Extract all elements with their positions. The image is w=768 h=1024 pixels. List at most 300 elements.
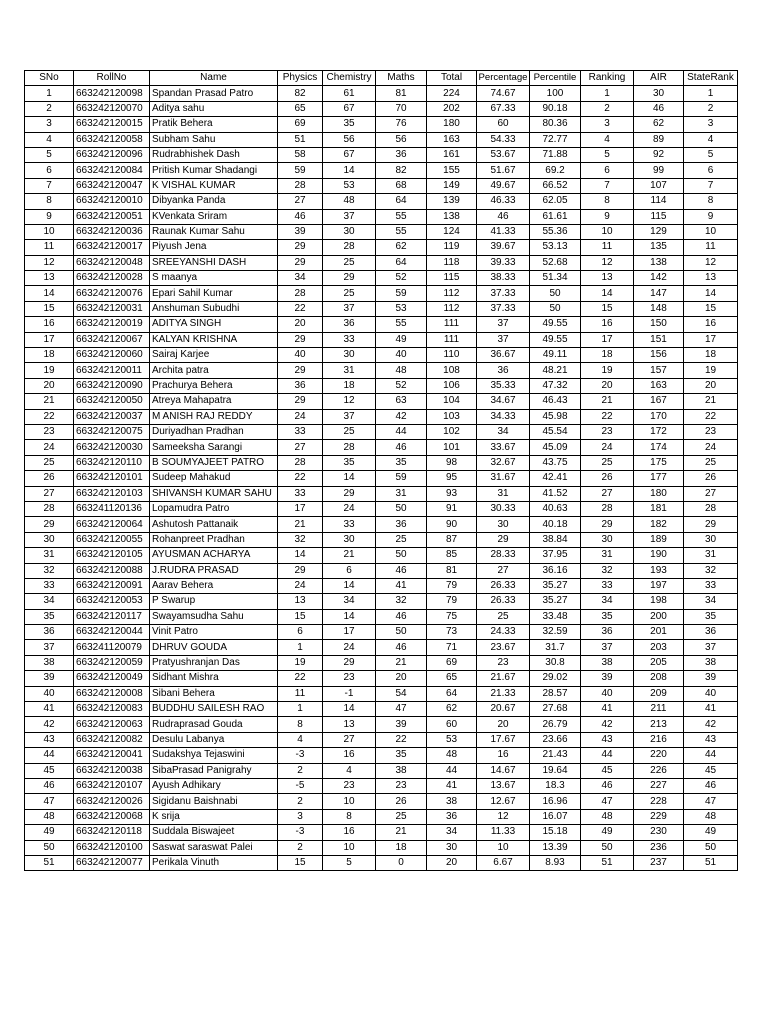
cell-staterank: 24 — [684, 440, 738, 455]
cell-air: 30 — [634, 86, 684, 101]
cell-rollno: 663242120083 — [74, 702, 150, 717]
cell-name: Pratyushranjan Das — [150, 655, 278, 670]
cell-rollno: 663242120059 — [74, 655, 150, 670]
cell-chemistry: 17 — [323, 625, 376, 640]
cell-chemistry: 14 — [323, 578, 376, 593]
cell-sno: 25 — [25, 455, 74, 470]
cell-name: Rohanpreet Pradhan — [150, 532, 278, 547]
cell-air: 138 — [634, 255, 684, 270]
cell-sno: 40 — [25, 686, 74, 701]
results-table — [24, 70, 738, 871]
cell-air: 167 — [634, 394, 684, 409]
cell-percentage: 6.67 — [477, 855, 530, 870]
cell-rollno: 663242120058 — [74, 132, 150, 147]
cell-maths: 64 — [376, 194, 427, 209]
cell-physics: 6 — [278, 625, 323, 640]
cell-percentile: 21.43 — [530, 748, 581, 763]
cell-total: 124 — [427, 224, 477, 239]
cell-physics: 46 — [278, 209, 323, 224]
cell-percentage: 12.67 — [477, 794, 530, 809]
cell-rollno: 663242120088 — [74, 563, 150, 578]
table-row — [25, 471, 738, 486]
cell-percentage: 21.67 — [477, 671, 530, 686]
cell-name: B SOUMYAJEET PATRO — [150, 455, 278, 470]
cell-staterank: 13 — [684, 271, 738, 286]
cell-percentage: 60 — [477, 117, 530, 132]
cell-ranking: 5 — [581, 147, 634, 162]
cell-chemistry: 67 — [323, 101, 376, 116]
cell-percentile: 48.21 — [530, 363, 581, 378]
cell-percentile: 45.98 — [530, 409, 581, 424]
cell-staterank: 39 — [684, 671, 738, 686]
cell-staterank: 26 — [684, 471, 738, 486]
cell-ranking: 29 — [581, 517, 634, 532]
cell-total: 93 — [427, 486, 477, 501]
cell-maths: 55 — [376, 317, 427, 332]
cell-percentage: 36.67 — [477, 348, 530, 363]
cell-rollno: 663242120028 — [74, 271, 150, 286]
cell-staterank: 42 — [684, 717, 738, 732]
cell-percentile: 80.36 — [530, 117, 581, 132]
cell-staterank: 16 — [684, 317, 738, 332]
cell-percentile: 26.79 — [530, 717, 581, 732]
cell-maths: 25 — [376, 532, 427, 547]
cell-chemistry: 37 — [323, 301, 376, 316]
cell-percentage: 23 — [477, 655, 530, 670]
cell-staterank: 36 — [684, 625, 738, 640]
cell-physics: 1 — [278, 702, 323, 717]
cell-percentile: 71.88 — [530, 147, 581, 162]
cell-staterank: 38 — [684, 655, 738, 670]
cell-rollno: 663242120041 — [74, 748, 150, 763]
cell-ranking: 22 — [581, 409, 634, 424]
cell-maths: 76 — [376, 117, 427, 132]
cell-rollno: 663242120031 — [74, 301, 150, 316]
cell-air: 237 — [634, 855, 684, 870]
cell-physics: 28 — [278, 178, 323, 193]
cell-maths: 64 — [376, 255, 427, 270]
cell-name: Saswat saraswat Palei — [150, 840, 278, 855]
cell-ranking: 21 — [581, 394, 634, 409]
cell-percentile: 16.07 — [530, 809, 581, 824]
table-row — [25, 147, 738, 162]
cell-chemistry: 53 — [323, 178, 376, 193]
cell-staterank: 34 — [684, 594, 738, 609]
cell-total: 101 — [427, 440, 477, 455]
cell-name: SHIVANSH KUMAR SAHU — [150, 486, 278, 501]
cell-physics: 3 — [278, 809, 323, 824]
cell-rollno: 663242120036 — [74, 224, 150, 239]
cell-staterank: 19 — [684, 363, 738, 378]
cell-staterank: 3 — [684, 117, 738, 132]
cell-chemistry: 61 — [323, 86, 376, 101]
cell-percentile: 46.43 — [530, 394, 581, 409]
cell-rollno: 663242120063 — [74, 717, 150, 732]
cell-staterank: 11 — [684, 240, 738, 255]
table-row — [25, 655, 738, 670]
cell-percentile: 72.77 — [530, 132, 581, 147]
cell-air: 203 — [634, 640, 684, 655]
cell-air: 181 — [634, 501, 684, 516]
table-row — [25, 763, 738, 778]
cell-physics: 65 — [278, 101, 323, 116]
cell-staterank: 33 — [684, 578, 738, 593]
cell-air: 209 — [634, 686, 684, 701]
cell-ranking: 46 — [581, 778, 634, 793]
cell-maths: 23 — [376, 778, 427, 793]
cell-percentage: 46.33 — [477, 194, 530, 209]
cell-physics: 40 — [278, 348, 323, 363]
cell-staterank: 41 — [684, 702, 738, 717]
table-row — [25, 532, 738, 547]
cell-rollno: 663242120107 — [74, 778, 150, 793]
cell-sno: 5 — [25, 147, 74, 162]
cell-staterank: 12 — [684, 255, 738, 270]
header-chemistry: Chemistry — [323, 71, 376, 86]
cell-percentile: 23.66 — [530, 732, 581, 747]
cell-name: Sameeksha Sarangi — [150, 440, 278, 455]
cell-sno: 6 — [25, 163, 74, 178]
cell-rollno: 663242120070 — [74, 101, 150, 116]
cell-maths: 47 — [376, 702, 427, 717]
cell-total: 102 — [427, 424, 477, 439]
cell-percentage: 12 — [477, 809, 530, 824]
cell-total: 112 — [427, 301, 477, 316]
cell-total: 115 — [427, 271, 477, 286]
cell-rollno: 663242120026 — [74, 794, 150, 809]
cell-physics: 29 — [278, 240, 323, 255]
header-row — [25, 71, 738, 86]
cell-name: Atreya Mahapatra — [150, 394, 278, 409]
cell-air: 201 — [634, 625, 684, 640]
cell-percentile: 42.41 — [530, 471, 581, 486]
cell-percentile: 52.68 — [530, 255, 581, 270]
cell-staterank: 18 — [684, 348, 738, 363]
cell-ranking: 33 — [581, 578, 634, 593]
cell-physics: 22 — [278, 301, 323, 316]
table-row — [25, 825, 738, 840]
cell-physics: 27 — [278, 194, 323, 209]
cell-physics: 29 — [278, 394, 323, 409]
cell-staterank: 7 — [684, 178, 738, 193]
cell-name: Raunak Kumar Sahu — [150, 224, 278, 239]
cell-rollno: 663242120010 — [74, 194, 150, 209]
table-row — [25, 194, 738, 209]
cell-percentage: 30.33 — [477, 501, 530, 516]
cell-ranking: 35 — [581, 609, 634, 624]
cell-staterank: 35 — [684, 609, 738, 624]
cell-percentage: 39.33 — [477, 255, 530, 270]
cell-percentage: 29 — [477, 532, 530, 547]
cell-ranking: 9 — [581, 209, 634, 224]
cell-percentage: 32.67 — [477, 455, 530, 470]
cell-percentage: 16 — [477, 748, 530, 763]
cell-air: 157 — [634, 363, 684, 378]
cell-total: 95 — [427, 471, 477, 486]
table-row — [25, 748, 738, 763]
cell-rollno: 663242120055 — [74, 532, 150, 547]
cell-staterank: 46 — [684, 778, 738, 793]
cell-staterank: 50 — [684, 840, 738, 855]
cell-percentage: 34 — [477, 424, 530, 439]
cell-percentile: 16.96 — [530, 794, 581, 809]
cell-ranking: 28 — [581, 501, 634, 516]
cell-name: Prachurya Behera — [150, 378, 278, 393]
cell-name: Swayamsudha Sahu — [150, 609, 278, 624]
cell-maths: 42 — [376, 409, 427, 424]
cell-maths: 59 — [376, 286, 427, 301]
cell-maths: 53 — [376, 301, 427, 316]
cell-name: Subham Sahu — [150, 132, 278, 147]
cell-percentile: 38.84 — [530, 532, 581, 547]
cell-air: 46 — [634, 101, 684, 116]
cell-percentage: 23.67 — [477, 640, 530, 655]
cell-rollno: 663242120011 — [74, 363, 150, 378]
cell-maths: 48 — [376, 363, 427, 378]
cell-physics: 33 — [278, 424, 323, 439]
cell-physics: 29 — [278, 563, 323, 578]
cell-total: 119 — [427, 240, 477, 255]
cell-maths: 36 — [376, 147, 427, 162]
cell-sno: 14 — [25, 286, 74, 301]
cell-air: 226 — [634, 763, 684, 778]
cell-percentage: 46 — [477, 209, 530, 224]
cell-name: P Swarup — [150, 594, 278, 609]
cell-rollno: 663242120060 — [74, 348, 150, 363]
cell-maths: 52 — [376, 271, 427, 286]
table-row — [25, 717, 738, 732]
table-row — [25, 778, 738, 793]
cell-chemistry: 31 — [323, 363, 376, 378]
cell-chemistry: 13 — [323, 717, 376, 732]
cell-physics: 21 — [278, 517, 323, 532]
cell-percentile: 49.55 — [530, 317, 581, 332]
cell-sno: 1 — [25, 86, 74, 101]
cell-ranking: 27 — [581, 486, 634, 501]
cell-name: Sudakshya Tejaswini — [150, 748, 278, 763]
cell-chemistry: 33 — [323, 517, 376, 532]
cell-physics: 13 — [278, 594, 323, 609]
cell-sno: 49 — [25, 825, 74, 840]
cell-name: Sairaj Karjee — [150, 348, 278, 363]
cell-percentage: 26.33 — [477, 578, 530, 593]
cell-staterank: 5 — [684, 147, 738, 162]
cell-air: 129 — [634, 224, 684, 239]
cell-name: Epari Sahil Kumar — [150, 286, 278, 301]
cell-total: 85 — [427, 548, 477, 563]
cell-sno: 46 — [25, 778, 74, 793]
cell-percentile: 28.57 — [530, 686, 581, 701]
cell-maths: 25 — [376, 809, 427, 824]
cell-percentage: 37.33 — [477, 301, 530, 316]
cell-physics: 15 — [278, 609, 323, 624]
cell-ranking: 50 — [581, 840, 634, 855]
cell-sno: 31 — [25, 548, 74, 563]
cell-physics: 36 — [278, 378, 323, 393]
cell-ranking: 25 — [581, 455, 634, 470]
cell-total: 65 — [427, 671, 477, 686]
table-row — [25, 117, 738, 132]
cell-ranking: 23 — [581, 424, 634, 439]
cell-chemistry: -1 — [323, 686, 376, 701]
cell-name: Lopamudra Patro — [150, 501, 278, 516]
cell-sno: 38 — [25, 655, 74, 670]
cell-percentage: 49.67 — [477, 178, 530, 193]
cell-percentile: 100 — [530, 86, 581, 101]
cell-ranking: 51 — [581, 855, 634, 870]
cell-sno: 32 — [25, 563, 74, 578]
table-row — [25, 101, 738, 116]
cell-air: 135 — [634, 240, 684, 255]
cell-total: 139 — [427, 194, 477, 209]
table-row — [25, 640, 738, 655]
cell-physics: -5 — [278, 778, 323, 793]
cell-total: 110 — [427, 348, 477, 363]
cell-sno: 26 — [25, 471, 74, 486]
cell-total: 202 — [427, 101, 477, 116]
cell-name: Aditya sahu — [150, 101, 278, 116]
cell-name: Sidhant Mishra — [150, 671, 278, 686]
cell-chemistry: 10 — [323, 794, 376, 809]
cell-staterank: 8 — [684, 194, 738, 209]
cell-physics: 29 — [278, 363, 323, 378]
cell-percentage: 54.33 — [477, 132, 530, 147]
cell-percentile: 50 — [530, 286, 581, 301]
cell-rollno: 663242120037 — [74, 409, 150, 424]
cell-air: 216 — [634, 732, 684, 747]
table-row — [25, 625, 738, 640]
cell-air: 193 — [634, 563, 684, 578]
cell-percentile: 45.09 — [530, 440, 581, 455]
cell-total: 41 — [427, 778, 477, 793]
cell-physics: 22 — [278, 671, 323, 686]
cell-maths: 62 — [376, 240, 427, 255]
cell-staterank: 6 — [684, 163, 738, 178]
cell-ranking: 4 — [581, 132, 634, 147]
cell-percentage: 37 — [477, 332, 530, 347]
cell-sno: 37 — [25, 640, 74, 655]
cell-total: 180 — [427, 117, 477, 132]
cell-physics: 27 — [278, 440, 323, 455]
cell-physics: 82 — [278, 86, 323, 101]
cell-name: Sudeep Mahakud — [150, 471, 278, 486]
table-row — [25, 286, 738, 301]
cell-name: AYUSMAN ACHARYA — [150, 548, 278, 563]
cell-physics: 22 — [278, 471, 323, 486]
cell-ranking: 12 — [581, 255, 634, 270]
cell-ranking: 37 — [581, 640, 634, 655]
cell-air: 190 — [634, 548, 684, 563]
header-maths: Maths — [376, 71, 427, 86]
cell-air: 236 — [634, 840, 684, 855]
cell-air: 151 — [634, 332, 684, 347]
cell-sno: 36 — [25, 625, 74, 640]
cell-total: 138 — [427, 209, 477, 224]
cell-sno: 8 — [25, 194, 74, 209]
cell-percentile: 69.2 — [530, 163, 581, 178]
cell-staterank: 23 — [684, 424, 738, 439]
cell-ranking: 16 — [581, 317, 634, 332]
cell-maths: 0 — [376, 855, 427, 870]
cell-total: 111 — [427, 317, 477, 332]
cell-sno: 45 — [25, 763, 74, 778]
cell-percentile: 66.52 — [530, 178, 581, 193]
cell-ranking: 3 — [581, 117, 634, 132]
cell-sno: 43 — [25, 732, 74, 747]
cell-name: Desulu Labanya — [150, 732, 278, 747]
cell-rollno: 663242120015 — [74, 117, 150, 132]
cell-air: 229 — [634, 809, 684, 824]
cell-physics: 17 — [278, 501, 323, 516]
cell-ranking: 11 — [581, 240, 634, 255]
cell-percentile: 29.02 — [530, 671, 581, 686]
cell-total: 71 — [427, 640, 477, 655]
cell-sno: 9 — [25, 209, 74, 224]
cell-air: 230 — [634, 825, 684, 840]
cell-percentage: 31 — [477, 486, 530, 501]
cell-maths: 50 — [376, 501, 427, 516]
cell-maths: 59 — [376, 471, 427, 486]
cell-percentage: 39.67 — [477, 240, 530, 255]
cell-rollno: 663242120084 — [74, 163, 150, 178]
cell-percentile: 43.75 — [530, 455, 581, 470]
cell-air: 148 — [634, 301, 684, 316]
cell-staterank: 17 — [684, 332, 738, 347]
header-sno: SNo — [25, 71, 74, 86]
cell-air: 170 — [634, 409, 684, 424]
cell-maths: 54 — [376, 686, 427, 701]
cell-total: 62 — [427, 702, 477, 717]
cell-chemistry: 29 — [323, 271, 376, 286]
cell-chemistry: 16 — [323, 825, 376, 840]
cell-percentile: 37.95 — [530, 548, 581, 563]
cell-sno: 22 — [25, 409, 74, 424]
cell-air: 107 — [634, 178, 684, 193]
cell-staterank: 14 — [684, 286, 738, 301]
cell-rollno: 663242120038 — [74, 763, 150, 778]
cell-air: 200 — [634, 609, 684, 624]
cell-staterank: 29 — [684, 517, 738, 532]
cell-sno: 34 — [25, 594, 74, 609]
cell-ranking: 32 — [581, 563, 634, 578]
cell-percentile: 61.61 — [530, 209, 581, 224]
cell-staterank: 28 — [684, 501, 738, 516]
cell-staterank: 45 — [684, 763, 738, 778]
cell-sno: 19 — [25, 363, 74, 378]
cell-sno: 29 — [25, 517, 74, 532]
cell-total: 118 — [427, 255, 477, 270]
cell-name: ADITYA SINGH — [150, 317, 278, 332]
cell-physics: 59 — [278, 163, 323, 178]
cell-total: 69 — [427, 655, 477, 670]
cell-percentage: 17.67 — [477, 732, 530, 747]
cell-name: K VISHAL KUMAR — [150, 178, 278, 193]
cell-name: J.RUDRA PRASAD — [150, 563, 278, 578]
cell-maths: 20 — [376, 671, 427, 686]
cell-physics: -3 — [278, 748, 323, 763]
cell-percentile: 35.27 — [530, 594, 581, 609]
cell-ranking: 19 — [581, 363, 634, 378]
cell-ranking: 8 — [581, 194, 634, 209]
cell-sno: 17 — [25, 332, 74, 347]
cell-maths: 55 — [376, 209, 427, 224]
cell-rollno: 663242120098 — [74, 86, 150, 101]
cell-staterank: 37 — [684, 640, 738, 655]
table-row — [25, 809, 738, 824]
cell-name: Ashutosh Pattanaik — [150, 517, 278, 532]
cell-sno: 28 — [25, 501, 74, 516]
cell-air: 114 — [634, 194, 684, 209]
